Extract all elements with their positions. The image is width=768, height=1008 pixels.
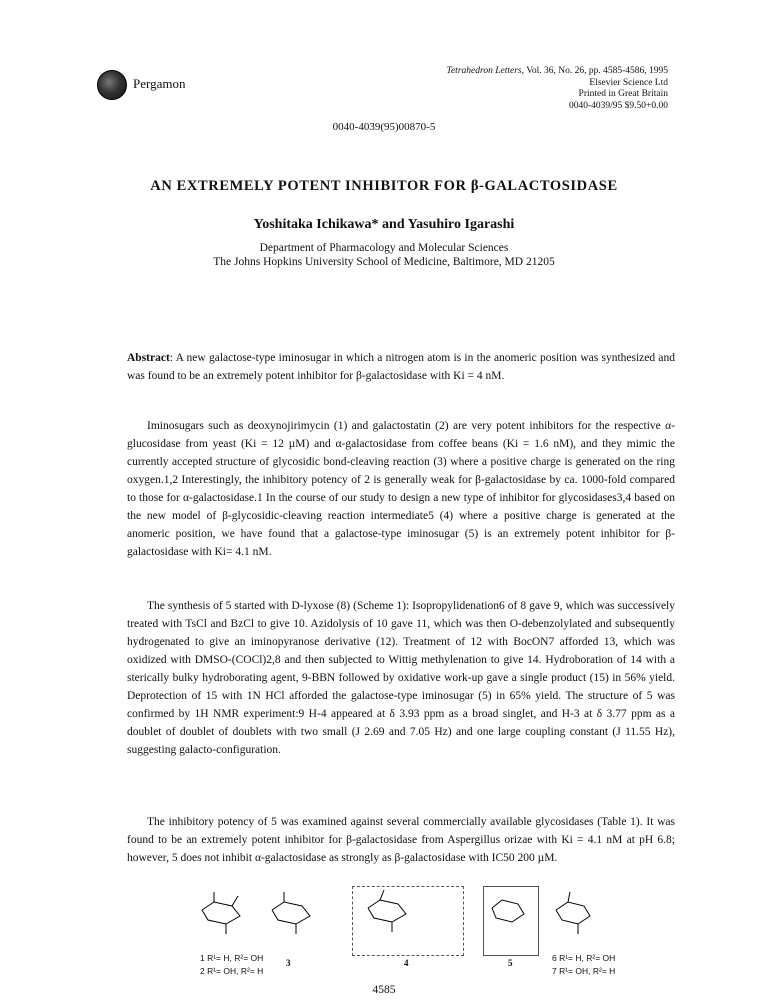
affiliation [0,241,768,269]
abstract-text: : A new galactose-type iminosugar in which a nitrogen atom is in the anomeric position was synthesized and was found to be an extremely potent inhibitor for β-galactosidase with Ki = 4 nM. [127,352,675,382]
structure-1-2-ring [202,892,240,934]
journal-line-1 [447,66,668,78]
compound-7-label: 7 R¹= OH, R²= H [552,966,616,976]
journal-title: Tetrahedron Letters, [446,66,524,76]
chemical-structures-figure [180,880,600,980]
affiliation-line-2: The Johns Hopkins University School of Medicine, Baltimore, MD 21205 [213,256,555,268]
structure-4-ring [368,890,406,932]
paragraph-2-text: The synthesis of 5 started with D-lyxose (8) (Scheme 1): Isopropylidenation6 of 8 gave 9, which was successively treated with TsCl and BzCl to give 10. Azidolysis of 10 gave 11, which was then O-debenzolylated and subsequently hydrogenated to give an iminopyranose derivative (12). Treatment of 12 with BocON7 afforded 13, which was oxidized with DMSO-(COCl)2,8 and then subjected to Wittig methylenation to give 14. Hydroboration of 14 with a sterically bulky hydroborating agent, 9-BBN followed by oxidative work-up gave a single product (15) in 56% yield. Deprotection of 15 with 1N HCl afforded the galactose-type iminosugar (5) in 65% yield. The structure of 5 was confirmed by 1H NMR experiment:9 H-4 appeared at δ 3.93 ppm as a broad singlet, and H-3 at δ 3.77 ppm as a doublet of doublet of doublets with two small (J 2.69 and 7.05 Hz) and one large coupling constant (J 11.55 Hz), suggesting galacto-configuration. [127,600,675,756]
structure-6-7-ring [556,892,590,934]
paragraph-3 [127,813,675,867]
abstract [127,349,675,385]
journal-line-2: Elsevier Science Ltd [589,77,668,88]
structure-3-ring [272,892,310,934]
compound-5-label: 5 [508,958,513,968]
page-number: 4585 [372,984,396,996]
compound-6-label: 6 R¹= H, R²= OH [552,953,616,963]
abstract-label: Abstract [127,352,170,364]
journal-volume: Vol. 36, No. 26, pp. 4585-4586, 1995 [526,66,668,76]
structure-5-ring [492,900,524,922]
compound-4-label: 4 [404,958,409,968]
journal-line-4: 0040-4039/95 $9.50+0.00 [568,100,668,111]
pergamon-logo [97,70,127,100]
doi: 0040-4039(95)00870-5 [332,121,436,133]
journal-info [447,66,668,112]
publisher-name: Pergamon [133,76,186,91]
paper-title: AN EXTREMELY POTENT INHIBITOR FOR β-GALACTOSIDASE [150,178,618,194]
compound-1-label: 1 R¹= H, R²= OH [200,953,264,963]
paragraph-2 [127,597,675,759]
authors: Yoshitaka Ichikawa* and Yasuhiro Igarashi [253,217,515,232]
paragraph-1-text: Iminosugars such as deoxynojirimycin (1) and galactostatin (2) are very potent inhibitors for the respective α-glucosidase from yeast (Ki = 12 µM) and α-galactosidase from coffee beans (Ki = 1.6 nM), and they mimic the currently accepted structure of glycosidic bond-cleaving reaction (3) where a positive charge is generated on the ring oxygen.1,2 Interestingly, the inhibitory potency of 2 is generally weak for β-galactosidase by ca. 1000-fold compared to those for α-galactosidase.1 In the course of our study to design a new type of inhibitor for glycosidases3,4 based on the new model of β-glycosidic-cleaving reaction intermediate5 (4) where a positive charge is generated at the anomeric position, we have found that a galactose-type iminosugar (5) is an extremely potent inhibitor for β-galactosidase with Ki= 4.1 nM. [127,420,675,558]
compound-2-label: 2 R¹= OH, R²= H [200,966,264,976]
affiliation-line-1: Department of Pharmacology and Molecular Sciences [259,242,509,254]
paragraph-3-text: The inhibitory potency of 5 was examined against several commercially available glycosidases (Table 1). It was found to be an extremely potent inhibitor for β-galactosidase from Aspergillus orizae with Ki = 4.1 nM at pH 6.8; however, 5 does not inhibit α-galactosidase as strongly as β-galactosidase with IC50 200 µM. [127,816,675,864]
compound-3-label: 3 [286,958,291,968]
paragraph-1 [127,417,675,561]
journal-line-3: Printed in Great Britain [578,89,668,99]
